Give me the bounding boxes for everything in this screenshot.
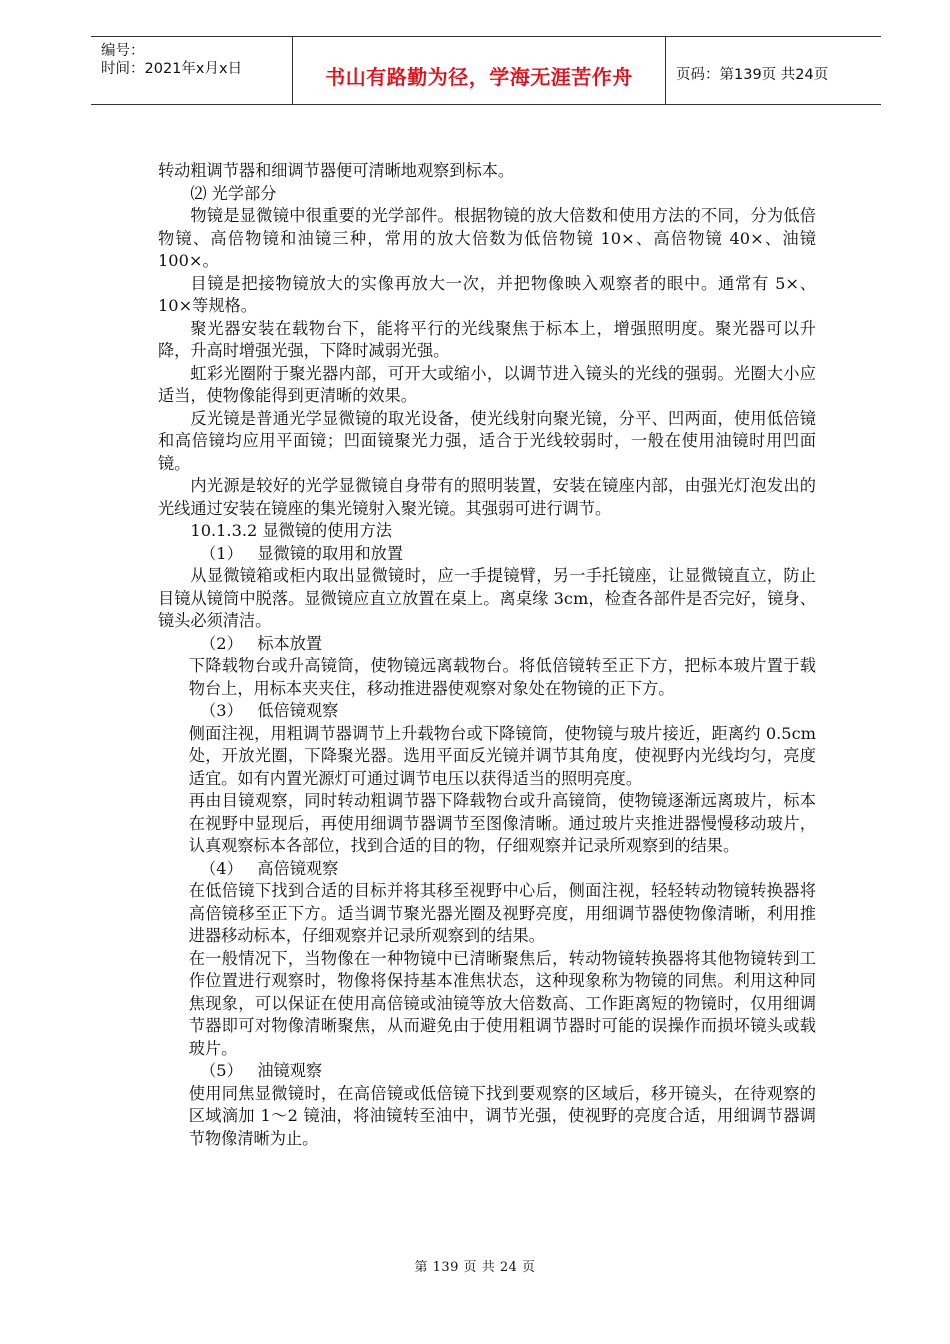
body-paragraph: 10.1.3.2 显微镜的使用方法 [190, 521, 392, 540]
body-paragraph: 虹彩光圈附于聚光器内部，可开大或缩小，以调节进入镜头的光线的强弱。光圈大小应适当，使物像能得到更清晰的效果。 [158, 363, 816, 405]
section-title: 标本放置 [257, 633, 323, 653]
body-paragraph: 内光源是较好的光学显微镜自身带有的照明装置，安装在镜座内部，由强光灯泡发出的光线通过安装在镜座的集光镜射入聚光镜。其强弱可进行调节。 [158, 476, 816, 518]
section-number: （3） [200, 701, 243, 720]
section-title: 低倍镜观察 [257, 701, 339, 720]
body-paragraph: 转动粗调节器和细调节器便可清晰地观察到标本。 [158, 161, 515, 180]
section-heading [158, 1060, 816, 1083]
section-number: （5） [200, 1061, 243, 1080]
body-paragraph: 下降载物台或升高镜筒，使物镜远离载物台。将低倍镜转至正下方，把标本玻片置于载物台上，用标本夹夹住，移动推进器使观察对象处在物镜的正下方。 [188, 656, 816, 698]
section-number: （4） [200, 858, 243, 878]
header-meta-cell [91, 37, 293, 104]
section-title: 油镜观察 [257, 1061, 323, 1080]
body-paragraph: 物镜是显微镜中很重要的光学部件。根据物镜的放大倍数和使用方法的不同，分为低倍物镜、高倍物镜和油镜三种，常用的放大倍数为低倍物镜 10×、高倍物镜 40×、油镜 100×。 [158, 206, 816, 270]
section-number: （2） [200, 633, 243, 653]
body-paragraph: 再由目镜观察，同时转动粗调节器下降载物台或升高镜筒，使物镜逐渐远离玻片，标本在视野中显现后，再使用细调节器调节至图像清晰。通过玻片夹推进器慢慢移动玻片，认真观察标本各部位，找到合适的目的物，仔细观察并记录所观察到的结果。 [188, 791, 816, 855]
body-paragraph: 在一般情况下，当物像在一种物镜中已清晰聚焦后，转动物镜转换器将其他物镜转到工作位置进行观察时，物像将保持基本准焦状态，这种现象称为物镜的同焦。利用这种同焦现象，可以保证在使用高倍镜或油镜等放大倍数高、工作距离短的物镜时，仅用细调节器即可对物像清晰聚焦，从而避免由于使用粗调节器时可能的误操作而损坏镜头或载玻片。 [188, 948, 816, 1058]
section-number: （1） [200, 543, 243, 563]
section-title: 显微镜的取用和放置 [257, 543, 404, 563]
header-motto-cell [293, 37, 666, 104]
body-paragraph: 使用同焦显微镜时，在高倍镜或低倍镜下找到要观察的区域后，移开镜头，在待观察的区域滴加 1～2 镜油，将油镜转至油中，调节光强，使视野的亮度合适，用细调节器调节物像清晰为止。 [188, 1083, 816, 1148]
section-heading [158, 633, 816, 656]
section-title: 高倍镜观察 [257, 858, 339, 878]
header-page-number: 页码：第139页 共24页 [676, 67, 829, 83]
body-paragraph: 目镜是把接物镜放大的实像再放大一次，并把物像映入观察者的眼中。通常有 5×、10×等规格。 [158, 273, 816, 315]
section-heading [158, 858, 816, 881]
header-page-cell [666, 37, 881, 104]
body-paragraph: 在低倍镜下找到合适的目标并将其移至视野中心后，侧面注视，轻轻转动物镜转换器将高倍镜移至正下方。适当调节聚光器光圈及视野亮度，用细调节器使物像清晰，利用推进器移动标本，仔细观察并记录所观察到的结果。 [188, 881, 816, 945]
body-paragraph: 从显微镜箱或柜内取出显微镜时，应一手提镜臂，另一手托镜座，让显微镜直立，防止目镜从镜筒中脱落。显微镜应直立放置在桌上。离桌缘 3cm，检查各部件是否完好，镜身、镜头必须清洁。 [158, 566, 816, 630]
serial-number-label: 编号： [101, 43, 145, 59]
body-paragraph: ⑵ 光学部分 [190, 183, 277, 203]
page-footer: 第 139 页 共 24 页 [414, 1260, 536, 1275]
document-body [158, 160, 816, 1150]
section-heading [158, 543, 816, 566]
body-paragraph: 反光镜是普通光学显微镜的取光设备，使光线射向聚光镜，分平、凹两面，使用低倍镜和高倍镜均应用平面镜；凹面镜聚光力强，适合于光线较弱时，一般在使用油镜时用凹面镜。 [158, 408, 816, 473]
date-label: 时间：2021年x月x日 [101, 61, 243, 77]
body-paragraph: 聚光器安装在载物台下，能将平行的光线聚焦于标本上，增强照明度。聚光器可以升降，升高时增强光强，下降时减弱光强。 [158, 318, 816, 360]
page-header [91, 36, 881, 105]
body-paragraph: 侧面注视，用粗调节器调节上升载物台或下降镜筒，使物镜与玻片接近，距离约 0.5cm 处，开放光圈，下降聚光器。选用平面反光镜并调节其角度，使视野内光线均匀，亮度适宜。如有内置光源灯可通过调节电压以获得适当的照明亮度。 [188, 723, 816, 788]
motto-text: 书山有路勤为径，学海无涯苦作舟 [325, 65, 633, 89]
section-heading [158, 700, 816, 723]
